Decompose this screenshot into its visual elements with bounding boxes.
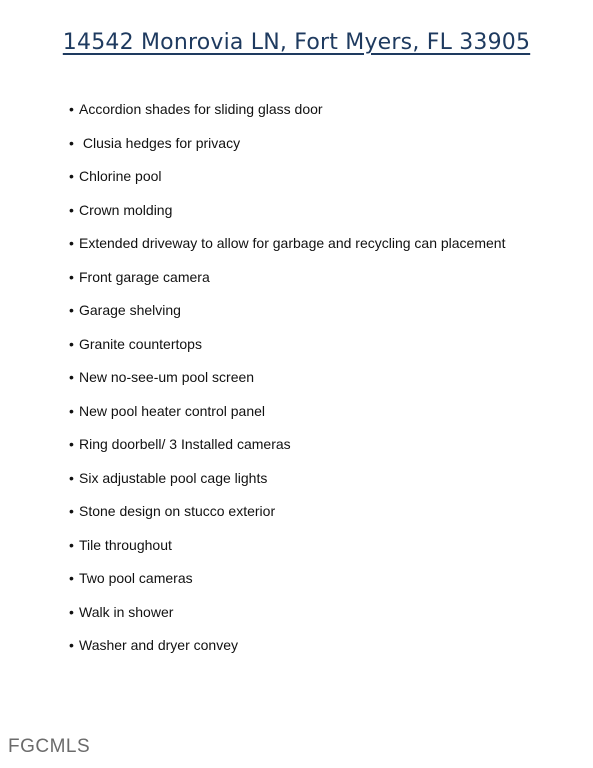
list-item — [69, 135, 505, 169]
list-item — [69, 503, 505, 537]
page-title: 14542 Monrovia LN, Fort Myers, FL 33905 — [62, 30, 531, 55]
list-item — [69, 336, 505, 370]
list-item — [69, 537, 505, 571]
bullet: • — [69, 302, 74, 318]
bullet: • — [69, 637, 74, 653]
list-item — [69, 101, 505, 135]
list-item — [69, 302, 505, 336]
list-item — [69, 269, 505, 303]
bullet: • — [69, 402, 74, 419]
list-item-text: Clusia hedges for privacy — [79, 134, 241, 151]
list-item-text: Accordion shades for sliding glass door — [79, 101, 323, 117]
list-item-text: Six adjustable pool cage lights — [79, 469, 268, 486]
feature-list — [69, 101, 505, 671]
bullet: • — [69, 369, 74, 385]
bullet: • — [69, 268, 74, 285]
list-item — [69, 637, 505, 671]
list-item-text: Tile throughout — [79, 536, 172, 553]
bullet: • — [69, 134, 74, 151]
bullet: • — [69, 536, 74, 553]
list-item-text: Crown molding — [79, 201, 173, 218]
list-item — [69, 168, 505, 202]
bullet: • — [69, 469, 74, 486]
list-item-text: Two pool cameras — [79, 570, 193, 586]
list-item-text: Granite countertops — [79, 335, 202, 352]
mls-watermark: FGCMLS — [8, 736, 91, 757]
bullet: • — [69, 503, 74, 519]
bullet: • — [69, 603, 74, 620]
list-item-text: Walk in shower — [79, 603, 174, 620]
list-item-text: New pool heater control panel — [79, 402, 266, 419]
list-item — [69, 570, 505, 604]
list-item — [69, 436, 505, 470]
list-item-text: Washer and dryer convey — [79, 637, 238, 653]
list-item — [69, 202, 505, 236]
list-item-text: Garage shelving — [79, 302, 181, 318]
bullet: • — [69, 436, 74, 452]
list-item — [69, 235, 505, 269]
list-item — [69, 470, 505, 504]
list-item — [69, 403, 505, 437]
bullet: • — [69, 201, 74, 218]
bullet: • — [69, 570, 74, 586]
list-item-text: Chlorine pool — [79, 168, 162, 184]
list-item-text: Front garage camera — [79, 268, 210, 285]
list-item — [69, 604, 505, 638]
list-item-text: Ring doorbell/ 3 Installed cameras — [79, 436, 291, 452]
list-item-text: Stone design on stucco exterior — [79, 503, 276, 519]
bullet: • — [69, 235, 74, 251]
bullet: • — [69, 168, 74, 184]
bullet: • — [69, 335, 74, 352]
list-item-text: Extended driveway to allow for garbage and recycling can placement — [79, 235, 506, 251]
list-item — [69, 369, 505, 403]
list-item-text: New no-see-um pool screen — [79, 369, 255, 385]
bullet: • — [69, 101, 74, 117]
